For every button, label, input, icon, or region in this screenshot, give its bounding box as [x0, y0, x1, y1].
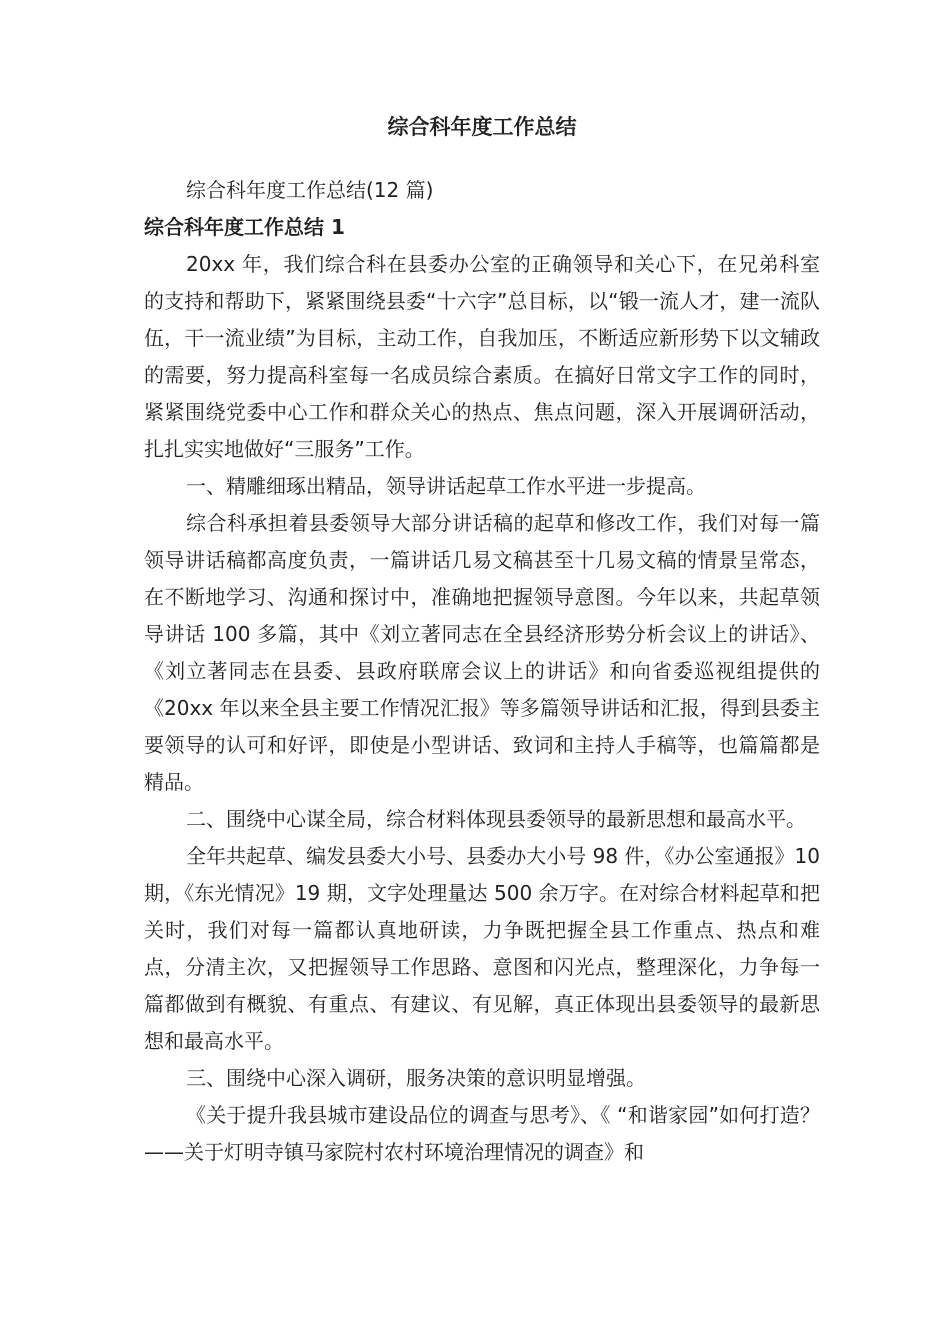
document-body [144, 172, 820, 1171]
paragraph-point-one-body: 综合科承担着县委领导大部分讲话稿的起草和修改工作，我们对每一篇领导讲话稿都高度负责，一篇讲话几易文稿甚至十几易文稿的情景呈常态，在不断地学习、沟通和探讨中，准确地把握领导意图。今年以来，共起草领导讲话 100 多篇，其中《刘立著同志在全县经济形势分析会议上的讲话》、《刘立著同志在县委、县政府联席会议上的讲话》和向省委巡视组提供的《20xx 年以来全县主要工作情况汇报》等多篇领导讲话和汇报，得到县委主要领导的认可和好评，即使是小型讲话、致词和主持人手稿等，也篇篇都是精品。 [144, 511, 820, 794]
paragraph-point-one-heading: 一、精雕细琢出精品，领导讲话起草工作水平进一步提高。 [186, 474, 706, 498]
paragraph-intro: 20xx 年，我们综合科在县委办公室的正确领导和关心下，在兄弟科室的支持和帮助下，紧紧围绕县委“十六字”总目标，以“锻一流人才，建一流队伍，干一流业绩”为目标，主动工作，自我加压，不断适应新形势下以文辅政的需要，努力提高科室每一名成员综合素质。在搞好日常文字工作的同时，紧紧围绕党委中心工作和群众关心的热点、焦点问题，深入开展调研活动，扎扎实实地做好“三服务”工作。 [144, 252, 820, 461]
paragraph-point-two-body: 全年共起草、编发县委大小号、县委办大小号 98 件，《办公室通报》10 期，《东光情况》19 期，文字处理量达 500 余万字。在对综合材料起草和把关时，我们对每一篇都认真地研读，力争既把握全县工作重点、热点和难点，分清主次，又把握领导工作思路、意图和闪光点，整理深化，力争每一篇都做到有概貌、有重点、有建议、有见解，真正体现出县委领导的最新思想和最高水平。 [144, 844, 820, 1053]
section-heading: 综合科年度工作总结 1 [144, 215, 345, 239]
paragraph-point-two-heading: 二、围绕中心谋全局，综合材料体现县委领导的最新思想和最高水平。 [186, 807, 806, 831]
paragraph-point-three-body: 《关于提升我县城市建设品位的调查与思考》、《 “和谐家园”如何打造？——关于灯明寺镇马家院村农村环境治理情况的调查》和 [144, 1103, 820, 1164]
document-subtitle: 综合科年度工作总结(12 篇) [186, 178, 434, 202]
document-title: 综合科年度工作总结 [387, 115, 577, 139]
paragraph-point-three-heading: 三、围绕中心深入调研，服务决策的意识明显增强。 [186, 1066, 646, 1090]
